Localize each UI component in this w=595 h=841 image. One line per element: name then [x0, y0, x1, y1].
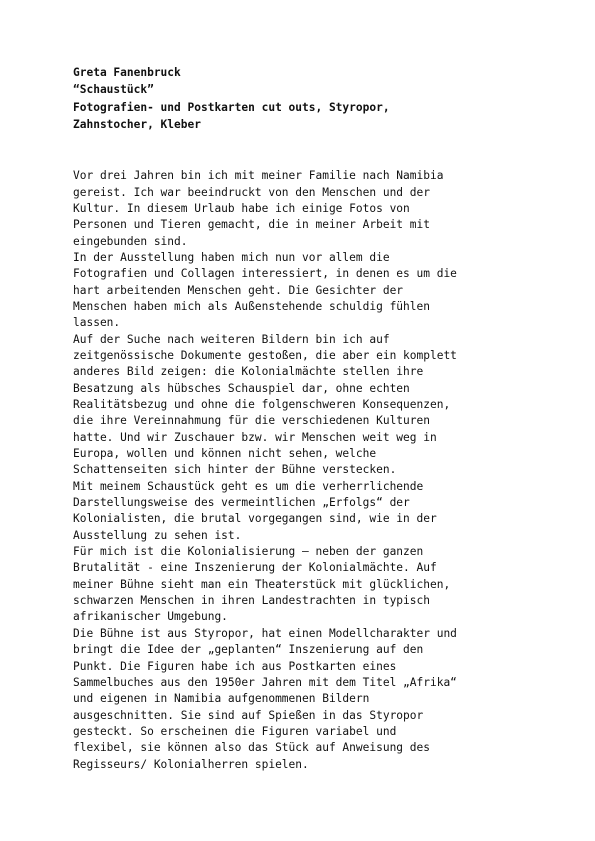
body-line: Sammelbuches aus den 1950er Jahren mit dem Titel „Afrika“ — [73, 675, 457, 689]
document-header — [73, 64, 543, 133]
body-line: afrikanischer Umgebung. — [73, 610, 228, 624]
author-name: Greta Fanenbruck — [73, 66, 181, 79]
body-line: gereist. Ich war beeindruckt von den Menschen und der — [73, 185, 430, 199]
materials-line: Fotografien- und Postkarten cut outs, Styropor, — [73, 100, 390, 114]
body-line: Kultur. In diesem Urlaub habe ich einige Fotos von — [73, 201, 410, 215]
body-line: die ihre Vereinnahmung für die verschiedenen Kulturen — [73, 414, 430, 428]
body-line: Personen und Tieren gemacht, die in meiner Arbeit mit — [73, 218, 430, 232]
body-line: Die Bühne ist aus Styropor, hat einen Modellcharakter und — [73, 626, 457, 640]
body-line: Für mich ist die Kolonialisierung – neben der ganzen — [73, 545, 424, 559]
body-line: Ausstellung zu sehen ist. — [73, 528, 242, 542]
materials-line: Zahnstocher, Kleber — [73, 117, 201, 131]
body-line: Europa, wollen und können nicht sehen, welche — [73, 447, 377, 461]
body-line: Menschen haben mich als Außenstehende schuldig fühlen — [73, 299, 430, 313]
body-line: meiner Bühne sieht man ein Theaterstück mit glücklichen, — [73, 577, 451, 591]
body-line: Brutalität - eine Inszenierung der Kolonialmächte. Auf — [73, 561, 437, 575]
body-line: Auf der Suche nach weiteren Bildern bin ich auf — [73, 332, 390, 346]
body-line: hart arbeitenden Menschen geht. Die Gesichter der — [73, 283, 404, 297]
body-line: lassen. — [73, 316, 121, 330]
body-line: Vor drei Jahren bin ich mit meiner Familie nach Namibia — [73, 169, 444, 183]
document-page — [73, 64, 543, 773]
body-text — [73, 168, 543, 773]
body-line: Kolonialisten, die brutal vorgegangen sind, wie in der — [73, 512, 437, 526]
body-line: Mit meinem Schaustück geht es um die verherrlichende — [73, 479, 424, 493]
body-line: ausgeschnitten. Sie sind auf Spießen in das Styropor — [73, 708, 424, 722]
body-line: Schattenseiten sich hinter der Bühne verstecken. — [73, 463, 397, 477]
body-line: bringt die Idee der „geplanten“ Inszenierung auf den — [73, 643, 424, 657]
body-line: Realitätsbezug und ohne die folgenschweren Konsequenzen, — [73, 398, 451, 411]
body-line: flexibel, sie können also das Stück auf Anweisung des — [73, 741, 430, 755]
body-line: Besatzung als hübsches Schauspiel dar, ohne echten — [73, 381, 410, 395]
body-line: schwarzen Menschen in ihren Landestrachten in typisch — [73, 594, 430, 608]
body-line: Regisseurs/ Kolonialherren spielen. — [73, 757, 309, 771]
body-line: zeitgenössische Dokumente gestoßen, die aber ein komplett — [73, 348, 457, 362]
body-line: Fotografien und Collagen interessiert, in denen es um die — [73, 267, 457, 281]
body-line: gesteckt. So erscheinen die Figuren variabel und — [73, 724, 397, 738]
body-line: eingebunden sind. — [73, 234, 188, 248]
body-line: Punkt. Die Figuren habe ich aus Postkarten eines — [73, 659, 397, 673]
body-line: und eigenen in Namibia aufgenommenen Bildern — [73, 692, 370, 706]
body-line: Darstellungsweise des vermeintlichen „Erfolgs“ der — [73, 496, 410, 510]
artwork-title: “Schaustück” — [73, 83, 154, 97]
body-line: In der Ausstellung haben mich nun vor allem die — [73, 250, 390, 264]
body-line: anderes Bild zeigen: die Kolonialmächte stellen ihre — [73, 365, 424, 379]
body-line: hatte. Und wir Zuschauer bzw. wir Menschen weit weg in — [73, 430, 437, 444]
